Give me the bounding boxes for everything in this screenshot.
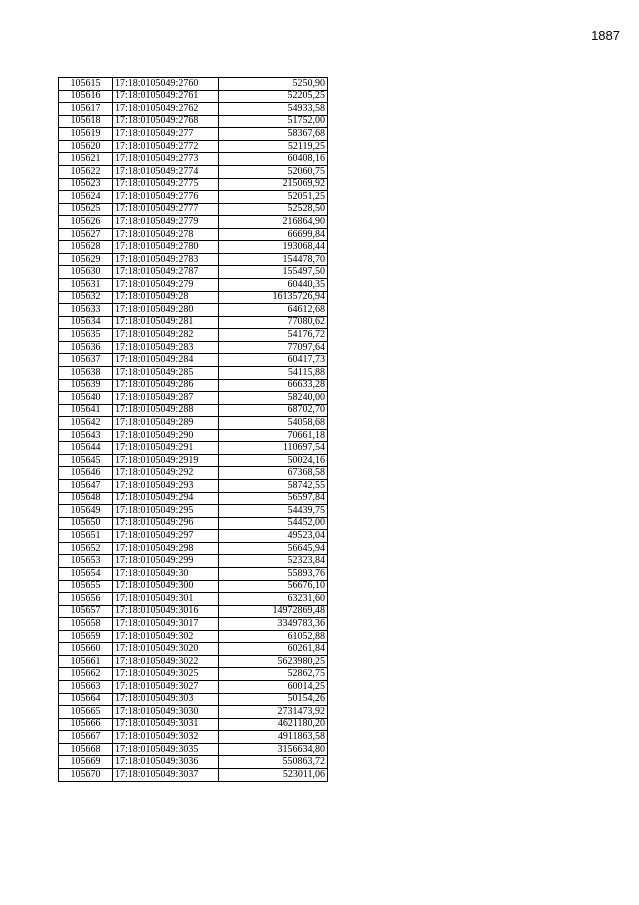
- table-row: [59, 530, 328, 543]
- value-cell: 4621180,20: [219, 718, 328, 731]
- cadastral-number-cell: 17:18:0105049:287: [113, 392, 219, 405]
- value-cell: 54452,00: [219, 517, 328, 530]
- cadastral-number-cell: 17:18:0105049:3030: [113, 706, 219, 719]
- cadastral-number-cell: 17:18:0105049:303: [113, 693, 219, 706]
- table-row: [59, 266, 328, 279]
- cadastral-number-cell: 17:18:0105049:2780: [113, 241, 219, 254]
- value-cell: 52528,50: [219, 203, 328, 216]
- row-number-cell: 105624: [59, 191, 113, 204]
- cadastral-number-cell: 17:18:0105049:290: [113, 429, 219, 442]
- table-row: [59, 605, 328, 618]
- value-cell: 3156634,80: [219, 743, 328, 756]
- table-row: [59, 253, 328, 266]
- value-cell: 55893,76: [219, 567, 328, 580]
- table-row: [59, 655, 328, 668]
- row-number-cell: 105640: [59, 392, 113, 405]
- value-cell: 60014,25: [219, 681, 328, 694]
- value-cell: 52051,25: [219, 191, 328, 204]
- value-cell: 60408,16: [219, 153, 328, 166]
- table-row: [59, 366, 328, 379]
- table-row: [59, 706, 328, 719]
- row-number-cell: 105638: [59, 366, 113, 379]
- value-cell: 5250,90: [219, 78, 328, 91]
- value-cell: 60440,35: [219, 279, 328, 292]
- row-number-cell: 105626: [59, 216, 113, 229]
- table-row: [59, 241, 328, 254]
- table-row: [59, 668, 328, 681]
- table-row: [59, 191, 328, 204]
- cadastral-number-cell: 17:18:0105049:2779: [113, 216, 219, 229]
- row-number-cell: 105642: [59, 417, 113, 430]
- row-number-cell: 105615: [59, 78, 113, 91]
- table-row: [59, 316, 328, 329]
- row-number-cell: 105636: [59, 341, 113, 354]
- row-number-cell: 105654: [59, 567, 113, 580]
- cadastral-number-cell: 17:18:0105049:3016: [113, 605, 219, 618]
- row-number-cell: 105637: [59, 354, 113, 367]
- row-number-cell: 105650: [59, 517, 113, 530]
- cadastral-number-cell: 17:18:0105049:2772: [113, 140, 219, 153]
- row-number-cell: 105670: [59, 768, 113, 781]
- table-row: [59, 341, 328, 354]
- value-cell: 52323,84: [219, 555, 328, 568]
- cadastral-number-cell: 17:18:0105049:294: [113, 492, 219, 505]
- value-cell: 58742,55: [219, 480, 328, 493]
- cadastral-number-cell: 17:18:0105049:297: [113, 530, 219, 543]
- table-row: [59, 480, 328, 493]
- row-number-cell: 105628: [59, 241, 113, 254]
- value-cell: 60261,84: [219, 643, 328, 656]
- table-row: [59, 165, 328, 178]
- row-number-cell: 105623: [59, 178, 113, 191]
- table-row: [59, 216, 328, 229]
- value-cell: 58240,00: [219, 392, 328, 405]
- cadastral-number-cell: 17:18:0105049:2783: [113, 253, 219, 266]
- row-number-cell: 105659: [59, 630, 113, 643]
- row-number-cell: 105646: [59, 467, 113, 480]
- cadastral-number-cell: 17:18:0105049:282: [113, 329, 219, 342]
- value-cell: 56597,84: [219, 492, 328, 505]
- value-cell: 67368,58: [219, 467, 328, 480]
- cadastral-number-cell: 17:18:0105049:286: [113, 379, 219, 392]
- cadastral-number-cell: 17:18:0105049:298: [113, 542, 219, 555]
- value-cell: 550863,72: [219, 756, 328, 769]
- row-number-cell: 105652: [59, 542, 113, 555]
- value-cell: 14972869,48: [219, 605, 328, 618]
- table-row: [59, 429, 328, 442]
- table-row: [59, 90, 328, 103]
- table-row: [59, 392, 328, 405]
- row-number-cell: 105639: [59, 379, 113, 392]
- table-row: [59, 618, 328, 631]
- row-number-cell: 105625: [59, 203, 113, 216]
- table-row: [59, 743, 328, 756]
- row-number-cell: 105632: [59, 291, 113, 304]
- cadastral-number-cell: 17:18:0105049:2773: [113, 153, 219, 166]
- value-cell: 50154,26: [219, 693, 328, 706]
- value-cell: 52119,25: [219, 140, 328, 153]
- value-cell: 4911863,58: [219, 731, 328, 744]
- row-number-cell: 105661: [59, 655, 113, 668]
- row-number-cell: 105647: [59, 480, 113, 493]
- table-row: [59, 555, 328, 568]
- row-number-cell: 105619: [59, 128, 113, 141]
- cadastral-number-cell: 17:18:0105049:30: [113, 567, 219, 580]
- table-row: [59, 593, 328, 606]
- value-cell: 523011,06: [219, 768, 328, 781]
- cadastral-number-cell: 17:18:0105049:2762: [113, 103, 219, 116]
- table-row: [59, 153, 328, 166]
- row-number-cell: 105645: [59, 454, 113, 467]
- row-number-cell: 105660: [59, 643, 113, 656]
- row-number-cell: 105635: [59, 329, 113, 342]
- value-cell: 215069,92: [219, 178, 328, 191]
- row-number-cell: 105666: [59, 718, 113, 731]
- table-row: [59, 379, 328, 392]
- cadastral-number-cell: 17:18:0105049:3037: [113, 768, 219, 781]
- value-cell: 54933,58: [219, 103, 328, 116]
- row-number-cell: 105649: [59, 505, 113, 518]
- table-row: [59, 756, 328, 769]
- value-cell: 49523,04: [219, 530, 328, 543]
- value-cell: 52205,25: [219, 90, 328, 103]
- cadastral-number-cell: 17:18:0105049:288: [113, 404, 219, 417]
- row-number-cell: 105633: [59, 304, 113, 317]
- row-number-cell: 105622: [59, 165, 113, 178]
- cadastral-number-cell: 17:18:0105049:28: [113, 291, 219, 304]
- row-number-cell: 105634: [59, 316, 113, 329]
- table-row: [59, 417, 328, 430]
- row-number-cell: 105644: [59, 442, 113, 455]
- value-cell: 63231,60: [219, 593, 328, 606]
- value-cell: 2731473,92: [219, 706, 328, 719]
- row-number-cell: 105668: [59, 743, 113, 756]
- table-row: [59, 329, 328, 342]
- row-number-cell: 105664: [59, 693, 113, 706]
- row-number-cell: 105648: [59, 492, 113, 505]
- cadastral-number-cell: 17:18:0105049:283: [113, 341, 219, 354]
- value-cell: 16135726,94: [219, 291, 328, 304]
- cadastral-number-cell: 17:18:0105049:300: [113, 580, 219, 593]
- value-cell: 5623980,25: [219, 655, 328, 668]
- table-row: [59, 492, 328, 505]
- table-row: [59, 228, 328, 241]
- cadastral-number-cell: 17:18:0105049:2760: [113, 78, 219, 91]
- table-row: [59, 103, 328, 116]
- row-number-cell: 105617: [59, 103, 113, 116]
- cadastral-number-cell: 17:18:0105049:279: [113, 279, 219, 292]
- value-cell: 54439,75: [219, 505, 328, 518]
- value-cell: 64612,68: [219, 304, 328, 317]
- table-row: [59, 768, 328, 781]
- table-row: [59, 542, 328, 555]
- value-cell: 3349783,36: [219, 618, 328, 631]
- value-cell: 54176,72: [219, 329, 328, 342]
- value-cell: 54115,88: [219, 366, 328, 379]
- row-number-cell: 105663: [59, 681, 113, 694]
- cadastral-number-cell: 17:18:0105049:3020: [113, 643, 219, 656]
- table-row: [59, 115, 328, 128]
- cadastral-number-cell: 17:18:0105049:2776: [113, 191, 219, 204]
- table-row: [59, 718, 328, 731]
- row-number-cell: 105667: [59, 731, 113, 744]
- table-row: [59, 643, 328, 656]
- table-row: [59, 505, 328, 518]
- value-cell: 66633,28: [219, 379, 328, 392]
- row-number-cell: 105627: [59, 228, 113, 241]
- value-cell: 56676,10: [219, 580, 328, 593]
- row-number-cell: 105669: [59, 756, 113, 769]
- table-row: [59, 630, 328, 643]
- cadastral-number-cell: 17:18:0105049:2777: [113, 203, 219, 216]
- value-cell: 52060,75: [219, 165, 328, 178]
- cadastral-number-cell: 17:18:0105049:280: [113, 304, 219, 317]
- cadastral-number-cell: 17:18:0105049:2787: [113, 266, 219, 279]
- value-cell: 58367,68: [219, 128, 328, 141]
- cadastral-number-cell: 17:18:0105049:3031: [113, 718, 219, 731]
- table-row: [59, 580, 328, 593]
- value-cell: 110697,54: [219, 442, 328, 455]
- table-row: [59, 567, 328, 580]
- cadastral-number-cell: 17:18:0105049:3027: [113, 681, 219, 694]
- row-number-cell: 105620: [59, 140, 113, 153]
- cadastral-number-cell: 17:18:0105049:3036: [113, 756, 219, 769]
- cadastral-number-cell: 17:18:0105049:285: [113, 366, 219, 379]
- row-number-cell: 105641: [59, 404, 113, 417]
- row-number-cell: 105616: [59, 90, 113, 103]
- cadastral-number-cell: 17:18:0105049:301: [113, 593, 219, 606]
- value-cell: 70661,18: [219, 429, 328, 442]
- value-cell: 60417,73: [219, 354, 328, 367]
- cadastral-number-cell: 17:18:0105049:2919: [113, 454, 219, 467]
- table-row: [59, 681, 328, 694]
- cadastral-number-cell: 17:18:0105049:292: [113, 467, 219, 480]
- value-cell: 54058,68: [219, 417, 328, 430]
- value-cell: 77097,64: [219, 341, 328, 354]
- cadastral-number-cell: 17:18:0105049:2774: [113, 165, 219, 178]
- cadastral-number-cell: 17:18:0105049:291: [113, 442, 219, 455]
- value-cell: 68702,70: [219, 404, 328, 417]
- row-number-cell: 105653: [59, 555, 113, 568]
- row-number-cell: 105658: [59, 618, 113, 631]
- cadastral-number-cell: 17:18:0105049:3035: [113, 743, 219, 756]
- cadastral-number-cell: 17:18:0105049:281: [113, 316, 219, 329]
- cadastral-number-cell: 17:18:0105049:3025: [113, 668, 219, 681]
- row-number-cell: 105629: [59, 253, 113, 266]
- cadastral-number-cell: 17:18:0105049:295: [113, 505, 219, 518]
- value-cell: 216864,90: [219, 216, 328, 229]
- cadastral-number-cell: 17:18:0105049:3022: [113, 655, 219, 668]
- value-cell: 66699,84: [219, 228, 328, 241]
- value-cell: 61052,88: [219, 630, 328, 643]
- cadastral-number-cell: 17:18:0105049:284: [113, 354, 219, 367]
- cadastral-number-cell: 17:18:0105049:277: [113, 128, 219, 141]
- row-number-cell: 105657: [59, 605, 113, 618]
- value-cell: 52862,75: [219, 668, 328, 681]
- table-row: [59, 693, 328, 706]
- table-row: [59, 467, 328, 480]
- row-number-cell: 105656: [59, 593, 113, 606]
- table-row: [59, 291, 328, 304]
- table-row: [59, 304, 328, 317]
- value-cell: 154478,70: [219, 253, 328, 266]
- table-row: [59, 279, 328, 292]
- table-row: [59, 354, 328, 367]
- value-cell: 77080,62: [219, 316, 328, 329]
- row-number-cell: 105643: [59, 429, 113, 442]
- row-number-cell: 105662: [59, 668, 113, 681]
- row-number-cell: 105630: [59, 266, 113, 279]
- cadastral-number-cell: 17:18:0105049:3017: [113, 618, 219, 631]
- cadastral-table: [58, 77, 328, 782]
- table-row: [59, 454, 328, 467]
- row-number-cell: 105621: [59, 153, 113, 166]
- cadastral-number-cell: 17:18:0105049:299: [113, 555, 219, 568]
- cadastral-number-cell: 17:18:0105049:3032: [113, 731, 219, 744]
- table-row: [59, 517, 328, 530]
- table-row: [59, 78, 328, 91]
- table-row: [59, 731, 328, 744]
- value-cell: 51752,00: [219, 115, 328, 128]
- cadastral-number-cell: 17:18:0105049:289: [113, 417, 219, 430]
- cadastral-number-cell: 17:18:0105049:302: [113, 630, 219, 643]
- cadastral-number-cell: 17:18:0105049:296: [113, 517, 219, 530]
- row-number-cell: 105651: [59, 530, 113, 543]
- cadastral-number-cell: 17:18:0105049:2761: [113, 90, 219, 103]
- row-number-cell: 105665: [59, 706, 113, 719]
- value-cell: 56645,94: [219, 542, 328, 555]
- row-number-cell: 105618: [59, 115, 113, 128]
- table-row: [59, 140, 328, 153]
- value-cell: 193068,44: [219, 241, 328, 254]
- cadastral-table-body: [59, 78, 328, 782]
- table-row: [59, 178, 328, 191]
- table-row: [59, 128, 328, 141]
- value-cell: 155497,50: [219, 266, 328, 279]
- cadastral-number-cell: 17:18:0105049:2768: [113, 115, 219, 128]
- table-row: [59, 442, 328, 455]
- cadastral-number-cell: 17:18:0105049:278: [113, 228, 219, 241]
- cadastral-number-cell: 17:18:0105049:293: [113, 480, 219, 493]
- row-number-cell: 105631: [59, 279, 113, 292]
- table-row: [59, 404, 328, 417]
- value-cell: 50024,16: [219, 454, 328, 467]
- table-row: [59, 203, 328, 216]
- row-number-cell: 105655: [59, 580, 113, 593]
- page-number: 1887: [591, 28, 620, 43]
- cadastral-number-cell: 17:18:0105049:2775: [113, 178, 219, 191]
